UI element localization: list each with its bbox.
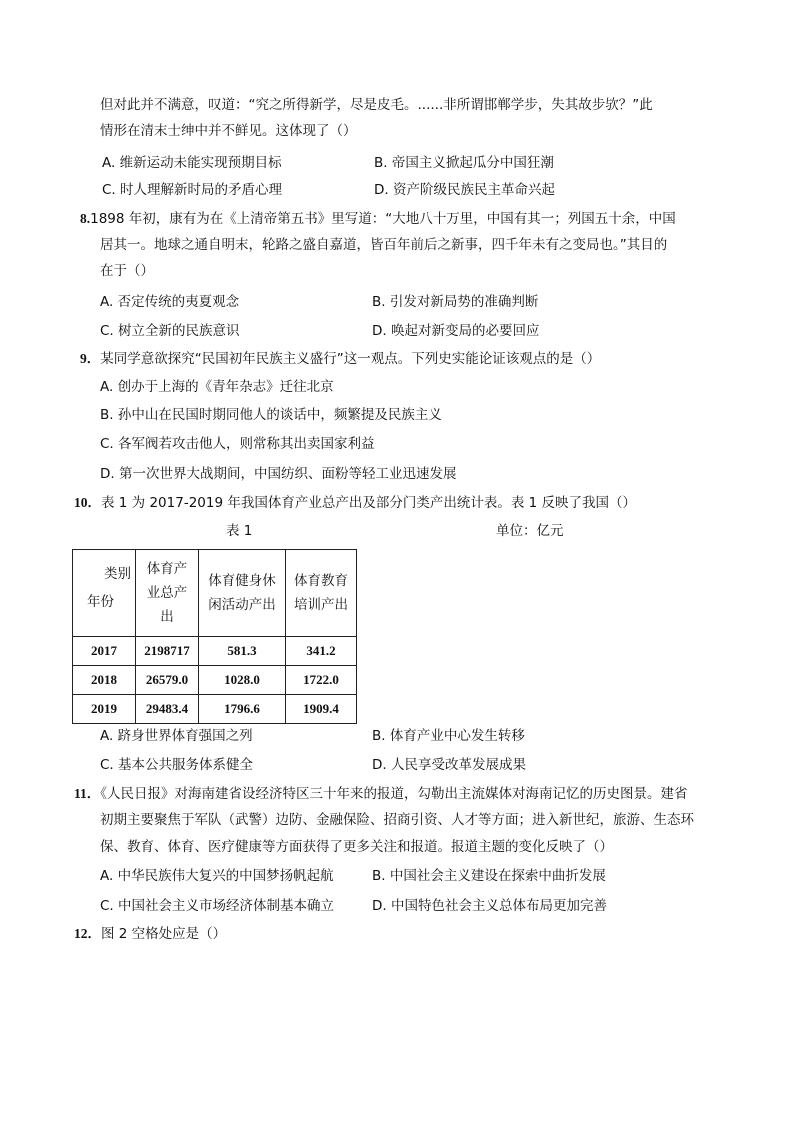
q11-stem-text1: 《人民日报》对海南建省设经济特区三十年来的报道，勾勒出主流媒体对海南记忆的历史图景。建省 [100,786,688,802]
q8-option-d[interactable]: D. 唤起对新变局的必要回应 [372,323,540,339]
q11-option-b[interactable]: B. 中国社会主义建设在探索中曲折发展 [372,868,606,884]
q11-option-c[interactable]: C. 中国社会主义市场经济体制基本确立 [100,898,335,914]
q9-option-c[interactable]: C. 各军阀若攻击他人，则常称其出卖国家利益 [100,436,375,452]
q10-stem [74,494,636,512]
table-row [73,637,357,666]
q9-number: 9． [80,351,101,366]
header-total-line1: 体育产 [146,561,188,577]
q8-option-a[interactable]: A. 否定传统的夷夏观念 [100,294,240,310]
q7-option-c[interactable]: C. 时人理解新时局的矛盾心理 [102,182,283,198]
q12-stem [74,925,226,943]
q8-stem-line1 [80,210,676,228]
table-unit: 单位：亿元 [496,523,564,539]
cell-education: 1722.0 [286,666,357,695]
cell-fitness: 581.3 [199,637,286,666]
q10-option-b[interactable]: B. 体育产业中心发生转移 [372,728,525,744]
q10-number: 10． [74,495,101,510]
q10-stem-text: 表 1 为 2017-2019 年我国体育产业总产出及部分门类产出统计表。表 1 反映了我国（） [101,495,637,511]
q10-option-c[interactable]: C. 基本公共服务体系健全 [100,757,254,773]
table-header-row [73,550,357,637]
corner-category-label: 类别 [104,566,131,582]
cell-year: 2019 [73,695,136,724]
q8-option-b[interactable]: B. 引发对新局势的准确判断 [372,294,539,310]
cell-total: 29483.4 [136,695,199,724]
q11-option-d[interactable]: D. 中国特色社会主义总体布局更加完善 [372,898,607,914]
q7-stem-line1: 但对此并不满意，叹道：“究之所得新学，尽是皮毛。......非所谓邯郸学步，失其故步欤？”此 [100,97,653,113]
header-total-line3: 出 [160,609,174,625]
cell-year: 2018 [73,666,136,695]
q8-stem-line3: 在于（） [100,263,154,279]
corner-year-label: 年份 [87,594,114,610]
q8-stem-text1: 1898 年初，康有为在《上清帝第五书》里写道：“大地八十万里，中国有其一；列国五十余，中国 [90,211,676,227]
q8-number: 8. [80,211,91,226]
q12-number: 12． [74,926,101,941]
q10-option-a[interactable]: A. 跻身世界体育强国之列 [100,728,253,744]
q8-stem-line2: 居其一。地球之通自明末，轮路之盛自嘉道，皆百年前后之新事，四千年未有之变局也。”其目的 [100,237,668,253]
q10-option-d[interactable]: D. 人民享受改革发展成果 [372,757,526,773]
table-row [73,666,357,695]
table-row [73,695,357,724]
cell-education: 341.2 [286,637,357,666]
header-fitness-line2: 闲活动产出 [208,597,276,613]
cell-fitness: 1028.0 [199,666,286,695]
table-corner-cell [73,550,136,637]
q12-stem-text: 图 2 空格处应是（） [101,926,227,942]
header-total-line2: 业总产 [146,585,188,601]
q7-option-b[interactable]: B. 帝国主义掀起瓜分中国狂潮 [374,155,554,171]
header-education-line2: 培训产出 [294,597,348,613]
q11-stem-line1 [74,785,688,803]
q9-stem [80,350,600,368]
cell-total: 26579.0 [136,666,199,695]
header-total-output [136,550,199,637]
cell-fitness: 1796.6 [199,695,286,724]
cell-education: 1909.4 [286,695,357,724]
q9-option-d[interactable]: D. 第一次世界大战期间，中国纺织、面粉等轻工业迅速发展 [100,466,457,482]
q7-option-d[interactable]: D. 资产阶级民族民主革命兴起 [374,182,555,198]
q11-number: 11． [74,786,101,801]
table-title: 表 1 [226,523,253,539]
q9-option-a[interactable]: A. 创办于上海的《青年杂志》迁往北京 [100,379,334,395]
cell-year: 2017 [73,637,136,666]
q7-option-a[interactable]: A. 维新运动未能实现预期目标 [102,155,282,171]
q9-option-b[interactable]: B. 孙中山在民国时期同他人的谈话中，频繁提及民族主义 [100,407,442,423]
q11-stem-line2: 初期主要聚焦于军队（武警）边防、金融保险、招商引资、人才等方面；进入新世纪，旅游、生态环 [100,812,694,828]
header-fitness-output [199,550,286,637]
q11-option-a[interactable]: A. 中华民族伟大复兴的中国梦扬帆起航 [100,868,334,884]
q7-stem-line2: 情形在清末士绅中并不鲜见。这体现了（） [100,123,357,139]
header-education-line1: 体育教育 [294,573,348,589]
header-fitness-line1: 体育健身休 [208,573,276,589]
statistics-table [72,549,357,724]
q9-stem-text: 某同学意欲探究“民国初年民族主义盛行”这一观点。下列史实能论证该观点的是（） [100,351,601,367]
q11-stem-line3: 保、教育、体育、医疗健康等方面获得了更多关注和报道。报道主题的变化反映了（） [100,839,613,855]
q8-option-c[interactable]: C. 树立全新的民族意识 [100,323,240,339]
cell-total: 2198717 [136,637,199,666]
header-education-output [286,550,357,637]
